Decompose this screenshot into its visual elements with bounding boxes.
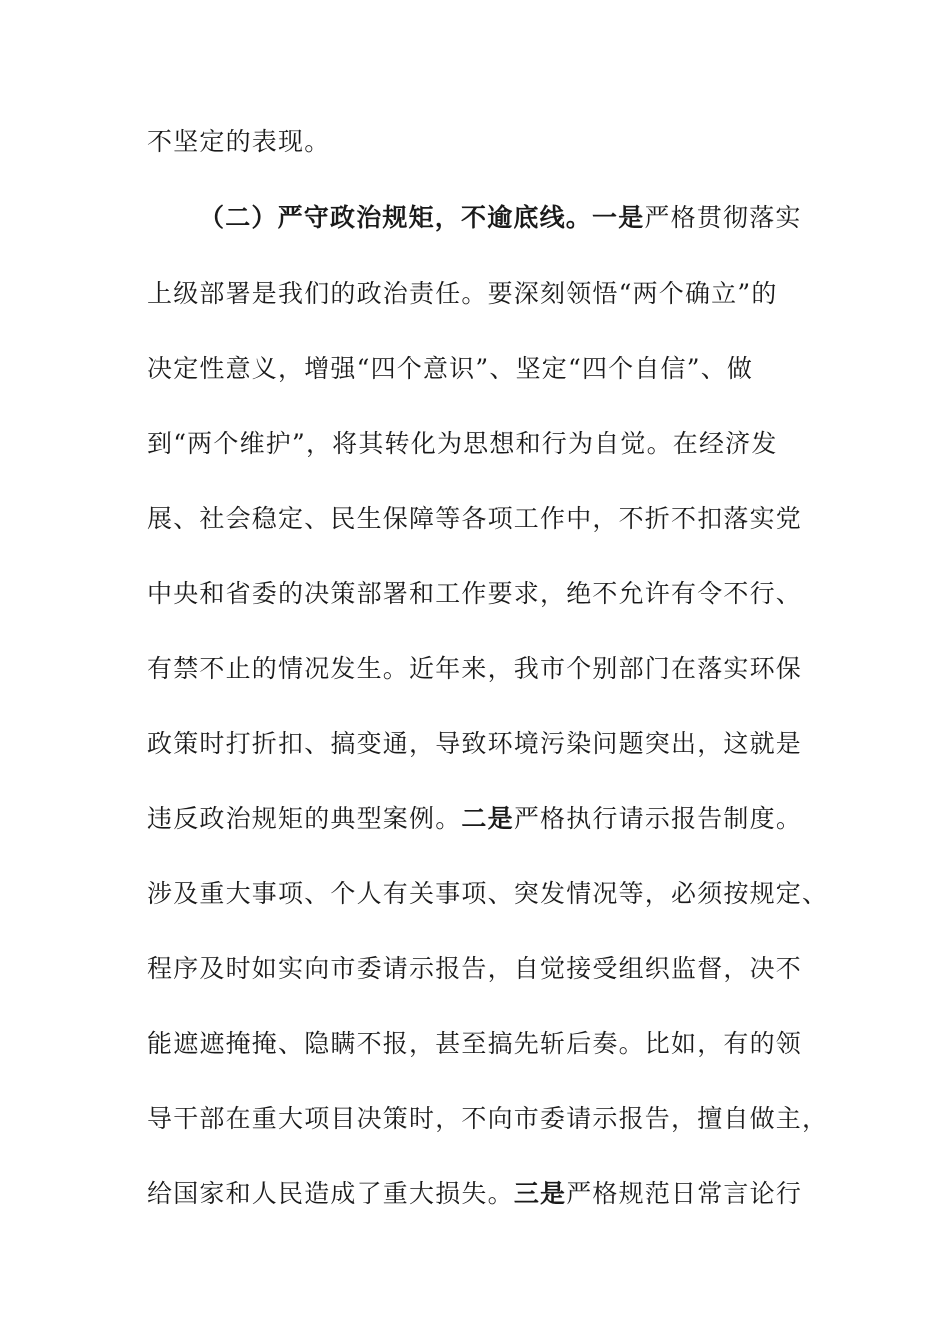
text-segment: 能遮遮掩掩、隐瞒不报，甚至搞先斩后奏。比如，有的领	[147, 1029, 803, 1058]
point-marker: 三是	[513, 1179, 567, 1208]
text-line	[147, 649, 802, 689]
text-line	[147, 949, 802, 989]
text-line	[147, 874, 828, 914]
text-segment: 违反政治规矩的典型案例。	[147, 804, 462, 833]
text-line	[147, 1024, 802, 1064]
section-heading-line	[199, 198, 802, 238]
text-segment: 给国家和人民造成了重大损失。	[147, 1179, 514, 1208]
text-segment: 有禁不止的情况发生。近年来，我市个别部门在落实环保	[147, 654, 803, 683]
text-line	[147, 574, 802, 614]
text-segment: 上级部署是我们的政治责任。要深刻领悟“两个确立”的	[147, 279, 778, 308]
text-line	[147, 274, 778, 314]
text-segment: 严格规范日常言论行	[566, 1179, 803, 1208]
text-line	[147, 799, 802, 839]
text-segment: 导干部在重大项目决策时，不向市委请示报告，擅自做主，	[147, 1104, 829, 1133]
text-segment: 政策时打折扣、搞变通，导致环境污染问题突出，这就是	[147, 729, 803, 758]
text-line	[147, 122, 330, 162]
text-line	[147, 1099, 828, 1139]
text-line	[147, 724, 802, 764]
point-marker: 一是	[592, 203, 645, 232]
section-heading: （二）严守政治规矩，不逾底线。	[199, 203, 593, 232]
text-segment: 中央和省委的决策部署和工作要求，绝不允许有令不行、	[147, 579, 803, 608]
text-segment: 严格执行请示报告制度。	[513, 804, 803, 833]
text-segment: 不坚定的表现。	[147, 127, 331, 156]
text-line	[147, 349, 753, 389]
text-segment: 程序及时如实向市委请示报告，自觉接受组织监督，决不	[147, 954, 803, 983]
text-segment: 展、社会稳定、民生保障等各项工作中，不折不扣落实党	[147, 504, 803, 533]
text-segment: 涉及重大事项、个人有关事项、突发情况等，必须按规定、	[147, 879, 829, 908]
text-segment: 到“两个维护”，将其转化为思想和行为自觉。在经济发	[147, 429, 778, 458]
text-line	[147, 424, 778, 464]
text-segment: 决定性意义，增强“四个意识”、坚定“四个自信”、做	[147, 354, 754, 383]
point-marker: 二是	[461, 804, 514, 833]
text-segment: 严格贯彻落实	[644, 203, 802, 232]
text-line	[147, 1174, 802, 1214]
text-line	[147, 499, 802, 539]
